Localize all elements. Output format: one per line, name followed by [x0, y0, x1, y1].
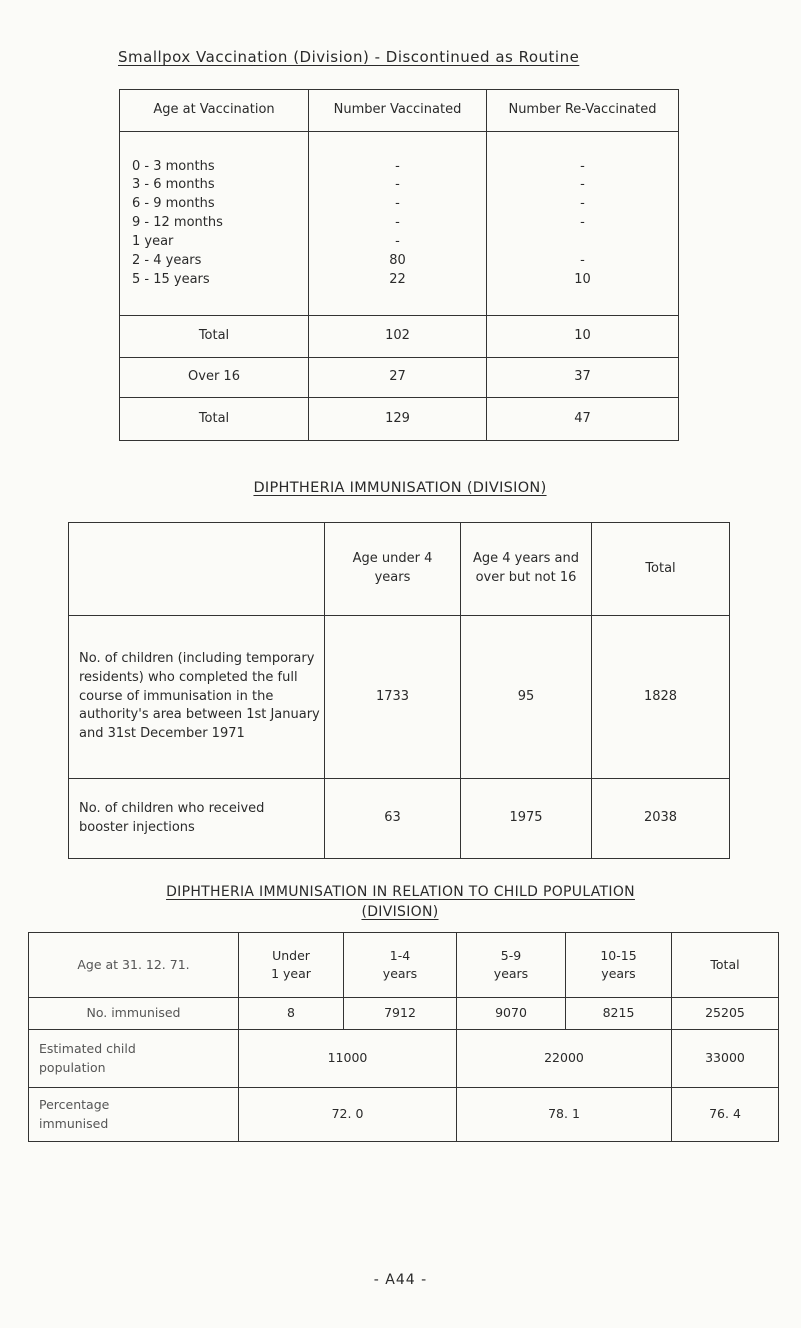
list-item: 5 - 15 years	[132, 271, 210, 287]
completed-under-4: 1733	[325, 616, 461, 779]
list-item: -	[395, 177, 400, 193]
smallpox-title: Smallpox Vaccination (Division) - Discontinued as Routine	[118, 48, 580, 66]
immunised-total: 25205	[672, 998, 779, 1030]
immunised-1-4: 7912	[344, 998, 457, 1030]
vaccinated-values-cell	[309, 132, 487, 316]
population-label: Estimated child population	[29, 1030, 239, 1088]
completed-4-to-16: 95	[461, 616, 592, 779]
header-number-revaccinated: Number Re-Vaccinated	[487, 90, 679, 132]
list-item: 1 year	[132, 233, 174, 249]
list-item: -	[395, 196, 400, 212]
percentage-label: Percentage immunised	[29, 1088, 239, 1142]
over-16-vaccinated: 27	[309, 358, 487, 398]
immunised-under-1: 8	[239, 998, 344, 1030]
list-item	[487, 233, 678, 252]
list-item: 10	[574, 271, 591, 287]
smallpox-table	[119, 89, 679, 441]
list-item: -	[395, 215, 400, 231]
list-item: 2 - 4 years	[132, 252, 202, 268]
list-item: -	[580, 177, 585, 193]
grand-total-vaccinated: 129	[309, 398, 487, 441]
over-16-label: Over 16	[120, 358, 309, 398]
list-item: 80	[389, 252, 406, 268]
completed-course-label: No. of children (including temporary residents) who completed the full course of immunisation in the authority's area between 1st January and 31st December 1971	[69, 616, 325, 779]
booster-total: 2038	[592, 779, 730, 859]
list-item: -	[580, 215, 585, 231]
header-under-1: Under 1 year	[239, 933, 344, 998]
age-groups-cell	[120, 132, 309, 316]
grand-total-label: Total	[120, 398, 309, 441]
list-item: -	[580, 196, 585, 212]
diphtheria-title: DIPHTHERIA IMMUNISATION (DIVISION)	[253, 480, 547, 496]
relation-title: DIPHTHERIA IMMUNISATION IN RELATION TO CHILD POPULATION	[166, 884, 635, 900]
population-5-15: 22000	[457, 1030, 672, 1088]
population-under-5: 11000	[239, 1030, 457, 1088]
booster-4-to-16: 1975	[461, 779, 592, 859]
list-item: 6 - 9 months	[132, 196, 215, 212]
header-age-at-vaccination: Age at Vaccination	[120, 90, 309, 132]
list-item: 9 - 12 months	[132, 215, 223, 231]
completed-total: 1828	[592, 616, 730, 779]
grand-total-revaccinated: 47	[487, 398, 679, 441]
percentage-under-5: 72. 0	[239, 1088, 457, 1142]
total-label: Total	[120, 316, 309, 358]
over-16-revaccinated: 37	[487, 358, 679, 398]
header-age-under-4: Age under 4 years	[325, 523, 461, 616]
list-item: -	[580, 158, 585, 174]
list-item: 0 - 3 months	[132, 158, 215, 174]
percentage-5-15: 78. 1	[457, 1088, 672, 1142]
immunised-label: No. immunised	[29, 998, 239, 1030]
total-revaccinated: 10	[487, 316, 679, 358]
header-age-at-date: Age at 31. 12. 71.	[29, 933, 239, 998]
header-total: Total	[672, 933, 779, 998]
list-item: 3 - 6 months	[132, 177, 215, 193]
total-vaccinated: 102	[309, 316, 487, 358]
booster-under-4: 63	[325, 779, 461, 859]
header-1-4: 1-4 years	[344, 933, 457, 998]
diphtheria-table	[68, 522, 730, 859]
header-number-vaccinated: Number Vaccinated	[309, 90, 487, 132]
immunised-10-15: 8215	[566, 998, 672, 1030]
header-10-15: 10-15 years	[566, 933, 672, 998]
relation-table	[28, 932, 779, 1142]
header-age-4-to-16: Age 4 years and over but not 16	[461, 523, 592, 616]
page-number: - A44 -	[373, 1272, 428, 1288]
relation-subtitle: (DIVISION)	[361, 904, 439, 920]
percentage-total: 76. 4	[672, 1088, 779, 1142]
header-5-9: 5-9 years	[457, 933, 566, 998]
revaccinated-values-cell	[487, 132, 679, 316]
list-item: 22	[389, 271, 406, 287]
booster-label: No. of children who received booster injections	[69, 779, 325, 859]
list-item: -	[395, 233, 400, 249]
header-total: Total	[592, 523, 730, 616]
immunised-5-9: 9070	[457, 998, 566, 1030]
list-item: -	[395, 158, 400, 174]
population-total: 33000	[672, 1030, 779, 1088]
header-blank	[69, 523, 325, 616]
list-item: -	[580, 252, 585, 268]
